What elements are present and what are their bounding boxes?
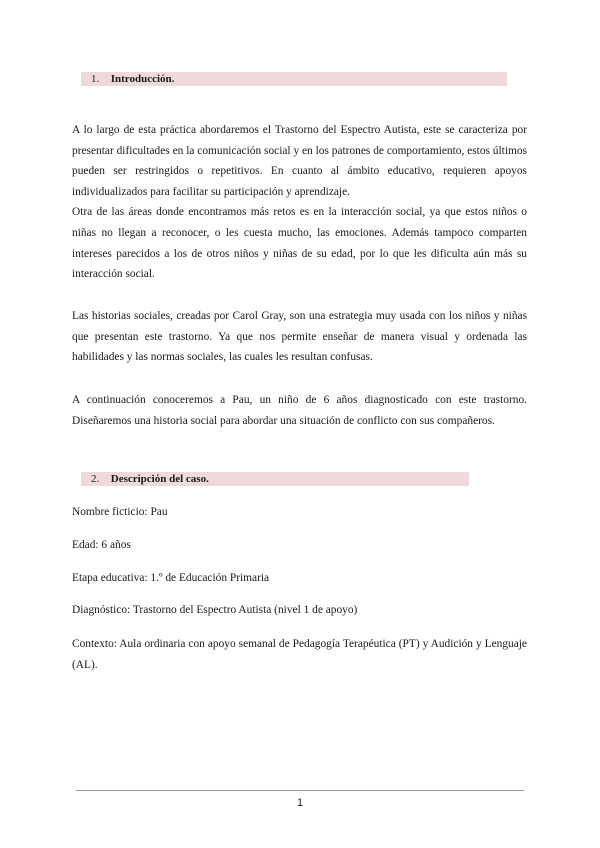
case-field-context: Contexto: Aula ordinaria con apoyo semanal de Pedagogía Terapéutica (PT) y Audición y Lenguaje (AL). <box>72 638 527 671</box>
section-title: Introducción. <box>110 73 175 85</box>
continuacion-paragraph-block <box>72 390 527 431</box>
case-field-name: Nombre ficticio: Pau <box>72 506 168 518</box>
section-heading-descripcion <box>81 472 469 486</box>
case-field-stage: Etapa educativa: 1.º de Educación Primaria <box>72 572 270 584</box>
intro-paragraph-3: Las historias sociales, creadas por Carol Gray, son una estrategia muy usada con los niños y niñas que presentan este trastorno. Ya que nos permite enseñar de manera visual y ordenada las habilidades y las normas sociales, las cuales les resultan confusas. <box>72 310 527 364</box>
case-field-diagnosis: Diagnóstico: Trastorno del Espectro Autista (nivel 1 de apoyo) <box>72 604 358 616</box>
page-number: 1 <box>296 797 304 809</box>
intro-paragraphs <box>72 120 527 285</box>
section-number: 2. <box>91 473 100 485</box>
footer-divider <box>76 790 524 791</box>
historias-paragraph-block <box>72 306 527 368</box>
case-field-age: Edad: 6 años <box>72 539 131 551</box>
section-title: Descripción del caso. <box>110 473 209 485</box>
intro-paragraph-2: Otra de las áreas donde encontramos más retos es en la interacción social, ya que estos niños o niñas no llegan a reconocer, o les cuesta mucho, las emociones. Además tampoco comparten intereses parecidos a los de otros niños y niñas de su edad, por lo que les dificulta aún más su interacción social. <box>72 206 527 281</box>
section-number: 1. <box>91 73 100 85</box>
intro-paragraph-1: A lo largo de esta práctica abordaremos el Trastorno del Espectro Autista, este se caracteriza por presentar dificultades en la comunicación social y en los patrones de comportamiento, estos últimos pueden ser restringidos o repetitivos. En cuanto al ámbito educativo, requieren apoyos individualizados para facilitar su participación y aprendizaje. <box>72 124 527 198</box>
section-heading-introduccion <box>81 72 507 86</box>
intro-paragraph-4: A continuación conoceremos a Pau, un niño de 6 años diagnosticado con este trastorno. Diseñaremos una historia social para abordar una situación de conflicto con sus compañeros. <box>72 394 527 427</box>
